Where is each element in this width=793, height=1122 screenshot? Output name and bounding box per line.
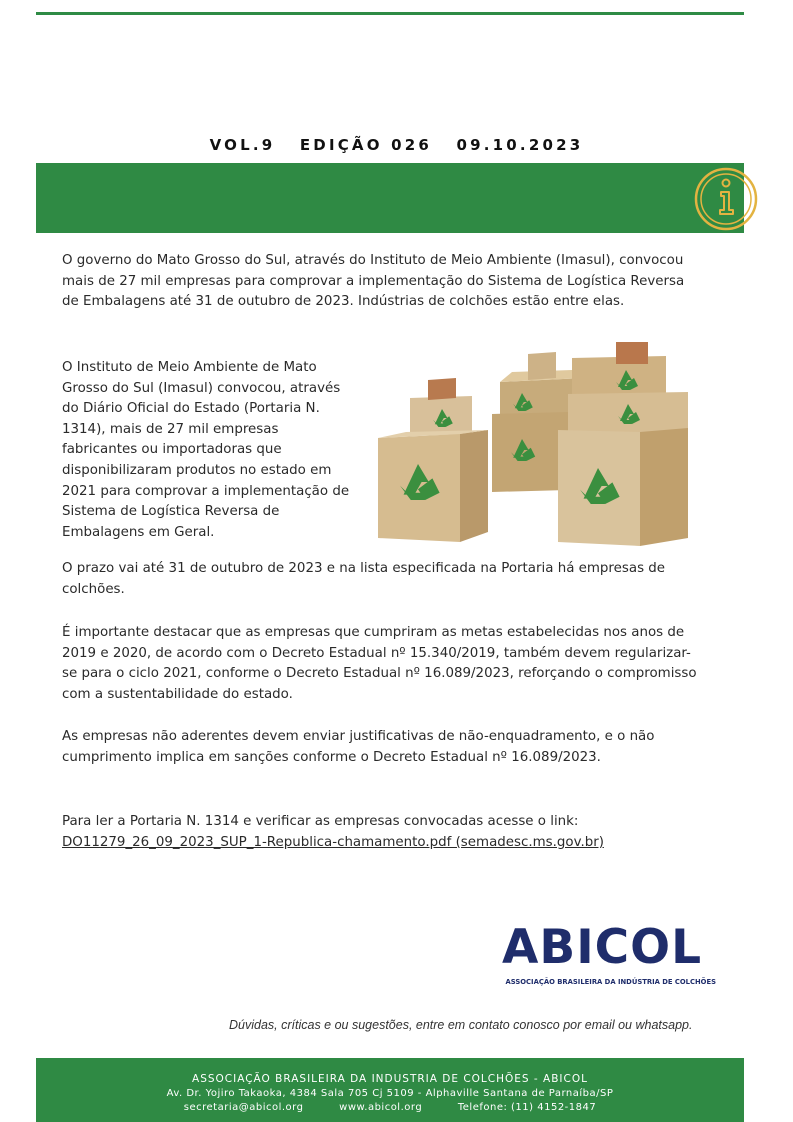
top-divider <box>36 12 744 15</box>
contact-note: Dúvidas, críticas e ou sugestões, entre em contato conosco por email ou whatsapp. <box>229 1018 693 1032</box>
info-icon <box>688 165 768 233</box>
footer-org-name: ASSOCIAÇÃO BRASILEIRA DA INDUSTRIA DE COLCHÕES - ABICOL <box>192 1073 588 1085</box>
footer-contacts <box>36 1102 744 1113</box>
header-band <box>36 163 744 233</box>
article-paragraph-1: O governo do Mato Grosso do Sul, através do Instituto de Meio Ambiente (Imasul), convocou mais de 27 mil empresas para comprovar a implementação do Sistema de Logística Reversa de Embalagens até 31 de outubro de 2023. Indústrias de colchões estão entre elas. <box>62 253 685 310</box>
article-paragraph-3: O prazo vai até 31 de outubro de 2023 e na lista especificada na Portaria há empresas de colchões. <box>62 561 666 597</box>
footer-address: Av. Dr. Yojiro Takaoka, 4384 Sala 705 Cj 5109 - Alphaville Santana de Parnaíba/SP <box>166 1088 614 1099</box>
footer <box>36 1058 744 1122</box>
edition-header <box>0 136 793 154</box>
logo-caption: ASSOCIAÇÃO BRASILEIRA DA INDÚSTRIA DE COLCHÕES <box>505 978 716 986</box>
abicol-logo <box>502 920 702 976</box>
portaria-link[interactable]: DO11279_26_09_2023_SUP_1-Republica-chamamento.pdf (semadesc.ms.gov.br) <box>62 834 604 850</box>
edition-label: EDIÇÃO 026 <box>299 136 433 154</box>
article-paragraph-2: O Instituto de Meio Ambiente de Mato Grosso do Sul (Imasul) convocou, através do Diário Oficial do Estado (Portaria N. 1314), mais de 27 mil empresas fabricantes ou importadoras que disponibilizaram produtos no estado em 2021 para comprovar a implementação de Sistema de Logística Reversa de Embalagens em Geral. <box>62 360 350 540</box>
volume-label: VOL.9 <box>209 136 276 154</box>
logo-wordmark: ABICOL <box>502 920 703 975</box>
article-paragraph-5: As empresas não aderentes devem enviar justificativas de não-enquadramento, e o não cumprimento implica em sanções conforme o Decreto Estadual nº 16.089/2023. <box>62 729 655 765</box>
footer-email[interactable]: secretaria@abicol.org <box>183 1102 304 1113</box>
footer-website[interactable]: www.abicol.org <box>339 1102 423 1113</box>
article-paragraph-6 <box>62 812 702 853</box>
link-intro-text: Para ler a Portaria N. 1314 e verificar as empresas convocadas acesse o link: <box>62 814 579 829</box>
article-paragraph-4: É importante destacar que as empresas que cumpriram as metas estabelecidas nos anos de 2019 e 2020, de acordo com o Decreto Estadual nº 15.340/2019, também devem regularizar-se para o ciclo 2021, conforme o Decreto Estadual nº 16.089/2023, reforçando o compromisso com a sustentabilidade do estado. <box>62 625 697 702</box>
footer-phone: Telefone: (11) 4152-1847 <box>457 1102 597 1113</box>
recycling-boxes-image <box>376 342 692 552</box>
edition-date: 09.10.2023 <box>456 136 584 154</box>
